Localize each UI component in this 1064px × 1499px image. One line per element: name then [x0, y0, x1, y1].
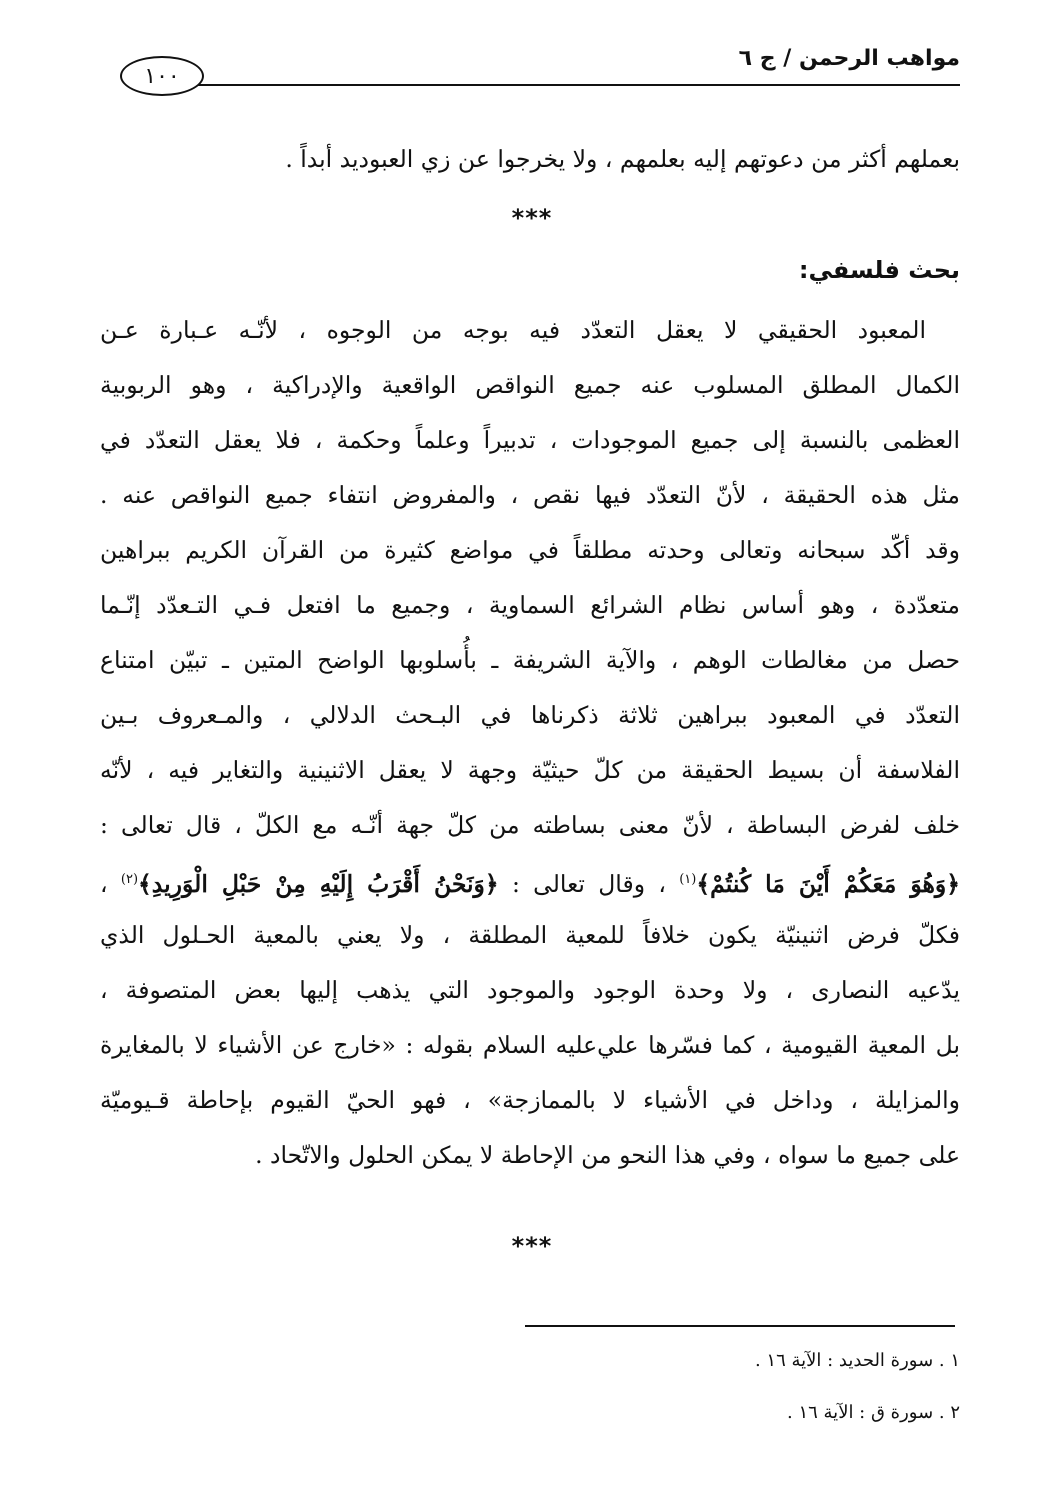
opening-line: بعملهم أكثر من دعوتهم إليه بعلمهم ، ولا يخرجوا عن زي العبوديد أبداً .	[285, 145, 960, 173]
section-separator: ***	[511, 204, 553, 232]
paragraph-line: الكمال المطلق المسلوب عنه جميع النواقص الواقعية والإدراكية ، وهو الربوبية	[100, 371, 960, 399]
paragraph-line: المعبود الحقيقي لا يعقل التعدّد فيه بوجه من الوجوه ، لأنّـه عـبارة عـن	[100, 316, 926, 344]
quran-verse-1: ﴿وَهُوَ مَعَكُمْ أَيْنَ مَا كُنتُمْ﴾	[696, 869, 961, 898]
paragraph-line: بل المعية القيومية ، كما فسّرها علي‌عليه السلام بقوله : «خارج عن الأشياء لا بالمغايرة	[100, 1031, 960, 1059]
quran-verse-2: ﴿وَنَحْنُ أَقْرَبُ إِلَيْهِ مِنْ حَبْلِ الْوَرِيدِ﴾	[138, 869, 499, 898]
running-title: مواهب الرحمن / ج ٦	[738, 46, 960, 71]
paragraph-line: خلف لفرض البساطة ، لأنّ معنى بساطته من كلّ جهة أنّـه مع الكلّ ، قال تعالى :	[100, 811, 960, 839]
footnote-1: ١ . سورة الحديد : الآية ١٦ .	[754, 1350, 960, 1371]
section-separator: ***	[511, 1232, 553, 1260]
paragraph-line: والمزايلة ، وداخل في الأشياء لا بالممازجة» ، فهو الحيّ القيوم بإحاطة قـيوميّة	[100, 1086, 960, 1114]
paragraph-line: حصل من مغالطات الوهم ، والآية الشريفة ـ بأُسلوبها الواضح المتين ـ تبيّن امتناع	[100, 646, 960, 674]
quran-quote-line	[100, 865, 960, 899]
paragraph-line: مثل هذه الحقيقة ، لأنّ التعدّد فيها نقص ، والمفروض انتفاء جميع النواقص عنه .	[100, 481, 960, 509]
paragraph-line: يدّعيه النصارى ، ولا وحدة الوجود والموجود التي يذهب إليها بعض المتصوفة ،	[100, 976, 960, 1004]
page-number: ١٠٠	[120, 56, 204, 96]
paragraph-line: الفلاسفة أن بسيط الحقيقة من كلّ حيثيّة وجهة لا يعقل الاثنينية والتغاير فيه ، لأنّه	[100, 756, 960, 784]
paragraph-line: التعدّد في المعبود ببراهين ثلاثة ذكرناها في البـحث الدلالي ، والمـعروف بـين	[100, 701, 960, 729]
paragraph-line: فكلّ فرض اثنينيّة يكون خلافاً للمعية المطلقة ، ولا يعني بالمعية الحـلول الذي	[100, 921, 960, 949]
quote-end: ،	[100, 869, 108, 898]
header-rule	[190, 84, 960, 86]
paragraph-last-line: على جميع ما سواه ، وفي هذا النحو من الإحاطة لا يمكن الحلول والاتّحاد .	[255, 1141, 960, 1169]
paragraph-line: وقد أكّد سبحانه وتعالى وحدته مطلقاً في مواضع كثيرة من القرآن الكريم ببراهين	[100, 536, 960, 564]
footnote-ref-2: (٢)	[120, 872, 139, 887]
quote-connector: ، وقال تعالى :	[511, 869, 666, 898]
footnote-ref-1: (١)	[679, 872, 697, 887]
section-heading: بحث فلسفي:	[798, 256, 960, 284]
footnote-rule	[525, 1325, 955, 1327]
footnote-2: ٢ . سورة ق : الآية ١٦ .	[787, 1402, 960, 1423]
paragraph-line: متعدّدة ، وهو أساس نظام الشرائع السماوية ، وجميع ما افتعل فـي التـعدّد إنّـما	[100, 591, 960, 619]
paragraph-line: العظمى بالنسبة إلى جميع الموجودات ، تدبيراً وعلماً وحكمة ، فلا يعقل التعدّد في	[100, 426, 960, 454]
page-header	[100, 40, 960, 90]
